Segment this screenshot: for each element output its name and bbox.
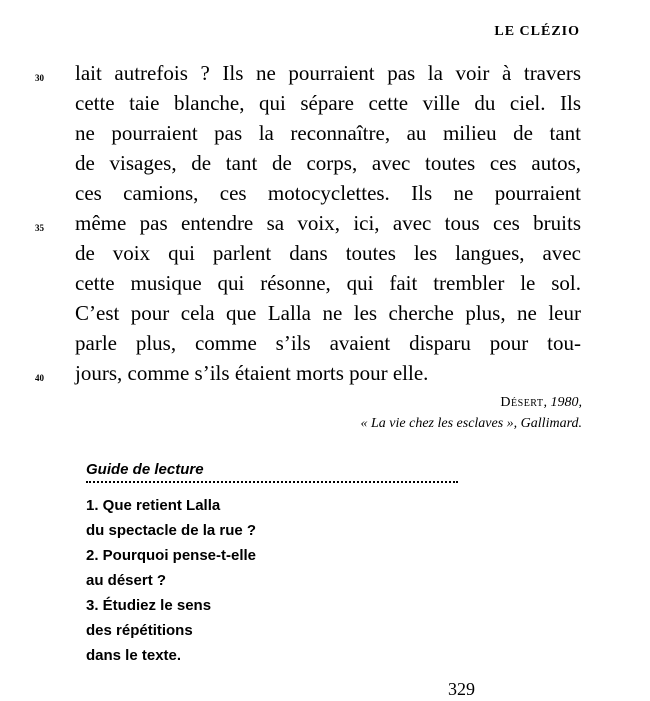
- guide-line: dans le texte.: [86, 647, 182, 664]
- line-number-40: 40: [35, 373, 44, 383]
- passage-line: de voix qui parlent dans toutes les langues, avec: [75, 241, 581, 265]
- source-year: , 1980,: [543, 395, 582, 410]
- guide-line: 3. Étudiez le sens: [86, 597, 212, 614]
- passage-line: lait autrefois ? Ils ne pourraient pas la voir à travers: [75, 61, 581, 85]
- passage-line: parle plus, comme s’ils avaient disparu pour tou-: [75, 331, 581, 355]
- passage-line: jours, comme s’ils étaient morts pour elle.: [75, 361, 429, 385]
- passage-line: cette musique qui résonne, qui fait trembler le sol.: [75, 271, 581, 295]
- guide-line: du spectacle de la rue ?: [86, 522, 257, 539]
- passage-line: même pas entendre sa voix, ici, avec tous ces bruits: [75, 211, 581, 235]
- guide-line: 2. Pourquoi pense-t-elle: [86, 547, 257, 564]
- passage-line: cette taie blanche, qui sépare cette ville du ciel. Ils: [75, 91, 581, 115]
- source-book-title: Désert: [500, 395, 544, 410]
- passage-line: de visages, de tant de corps, avec toutes ces autos,: [75, 151, 581, 175]
- page-number: 329: [448, 679, 475, 699]
- source-title-line: [500, 395, 582, 411]
- guide-title: Guide de lecture: [86, 461, 204, 478]
- guide-line: 1. Que retient Lalla: [86, 497, 221, 514]
- dotted-divider: [86, 481, 458, 483]
- passage-line: ne pourraient pas la reconnaître, au milieu de tant: [75, 121, 581, 145]
- source-chapter-publisher: « La vie chez les esclaves », Gallimard.: [360, 416, 582, 431]
- guide-line: des répétitions: [86, 622, 193, 639]
- guide-line: au désert ?: [86, 572, 167, 589]
- line-number-30: 30: [35, 73, 44, 83]
- passage-line: ces camions, ces motocyclettes. Ils ne pourraient: [75, 181, 581, 205]
- passage-line: C’est pour cela que Lalla ne les cherche plus, ne leur: [75, 301, 581, 325]
- running-header: LE CLÉZIO: [494, 24, 580, 39]
- line-number-35: 35: [35, 223, 44, 233]
